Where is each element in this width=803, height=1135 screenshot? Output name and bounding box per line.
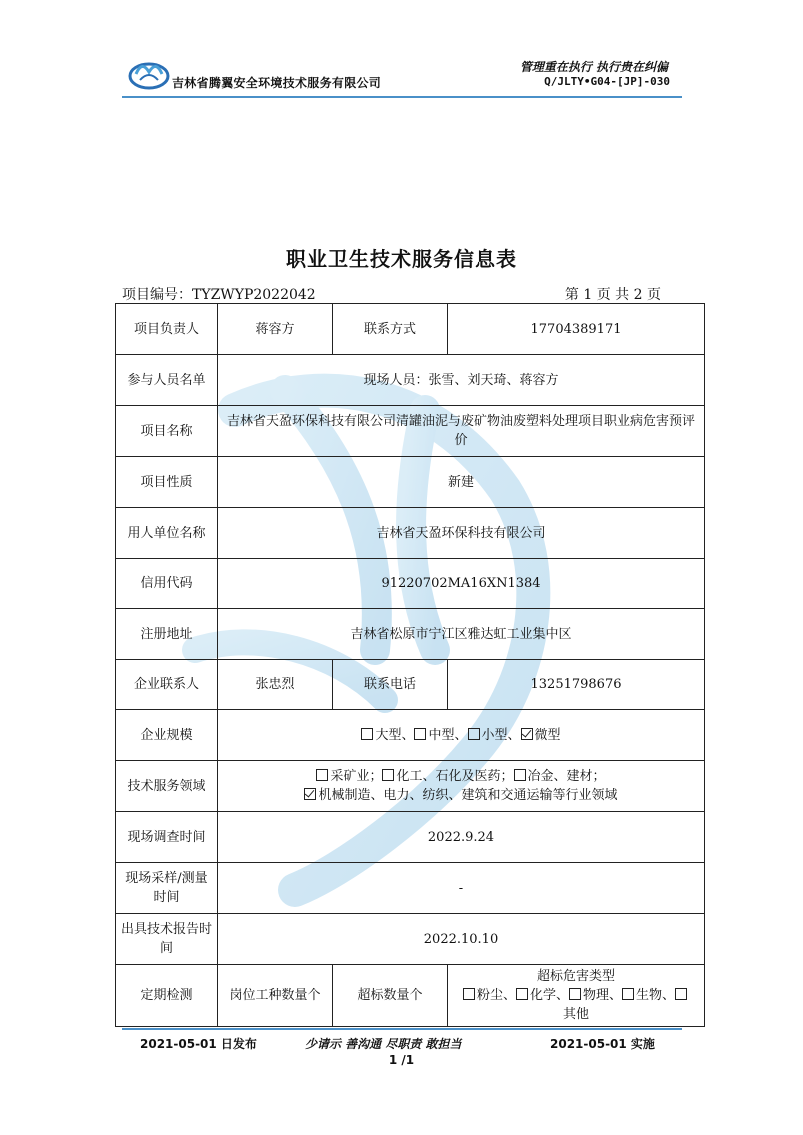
label-address: 注册地址: [116, 609, 218, 660]
option-small: 小型、: [481, 727, 521, 743]
label-company-scale: 企业规模: [116, 710, 218, 761]
value-employer: 吉林省天盈环保科技有限公司: [218, 508, 705, 559]
header-company-name: 吉林省腾翼安全环境技术服务有限公司: [172, 76, 382, 90]
checkbox-biology[interactable]: [622, 988, 634, 1000]
label-report-time: 出具技术报告时间: [116, 914, 218, 965]
value-project-name: 吉林省天盈环保科技有限公司清罐油泥与废矿物油废塑料处理项目职业病危害预评价: [218, 406, 705, 457]
label-periodic-test: 定期检测: [116, 965, 218, 1027]
table-row: [116, 304, 705, 355]
checkbox-micro[interactable]: [521, 728, 533, 740]
post-count: 岗位工种数量个: [218, 965, 333, 1027]
footer-divider: [122, 1028, 682, 1030]
value-project-nature: 新建: [218, 457, 705, 508]
table-row: [116, 609, 705, 660]
option-biology: 生物、: [636, 988, 676, 1003]
service-field-options: [218, 761, 705, 812]
value-sampling-time: -: [218, 863, 705, 914]
label-project-nature: 项目性质: [116, 457, 218, 508]
option-machinery: 机械制造、电力、纺织、建筑和交通运输等行业领域: [318, 788, 618, 803]
table-row: [116, 761, 705, 812]
checkbox-medium[interactable]: [414, 728, 426, 740]
page-count: 第 1 页 共 2 页: [564, 287, 661, 303]
label-service-field: 技术服务领域: [116, 761, 218, 812]
checkbox-machinery[interactable]: [304, 788, 316, 800]
checkbox-chemical[interactable]: [382, 769, 394, 781]
exceed-count: 超标数量个: [333, 965, 448, 1027]
info-table: [115, 303, 705, 1027]
value-survey-time: 2022.9.24: [218, 812, 705, 863]
checkbox-small[interactable]: [468, 728, 480, 740]
page-title: 职业卫生技术服务信息表: [286, 247, 517, 271]
option-dust: 粉尘、: [476, 988, 516, 1003]
table-row: [116, 660, 705, 710]
table-row: [116, 508, 705, 559]
label-sampling-time: 现场采样/测量时间: [116, 863, 218, 914]
value-participants: 现场人员：张雪、刘天琦、蒋容方: [218, 355, 705, 406]
table-row: [116, 457, 705, 508]
checkbox-chemistry[interactable]: [516, 988, 528, 1000]
header-slogan: 管理重在执行 执行贵在纠偏: [519, 60, 668, 74]
option-mining: 采矿业；: [330, 769, 383, 784]
footer-page-number: 1 /1: [388, 1053, 415, 1067]
option-other: 其他: [562, 1007, 589, 1022]
header-divider: [122, 96, 682, 98]
option-chemical: 化工、石化及医药；: [396, 769, 514, 784]
value-credit-code: 91220702MA16XN1384: [218, 559, 705, 609]
value-project-leader: 蒋容方: [218, 304, 333, 355]
table-row: [116, 863, 705, 914]
checkbox-large[interactable]: [361, 728, 373, 740]
option-medium: 中型、: [428, 727, 468, 743]
footer-motto: 少请示 善沟通 尽职责 敢担当: [305, 1037, 462, 1051]
label-phone: 联系电话: [333, 660, 448, 710]
company-logo: [128, 56, 170, 90]
header-doc-code: Q/JLTY•G04-[JP]-030: [544, 75, 670, 88]
checkbox-mining[interactable]: [316, 769, 328, 781]
label-participants: 参与人员名单: [116, 355, 218, 406]
checkbox-physics[interactable]: [569, 988, 581, 1000]
label-project-name: 项目名称: [116, 406, 218, 457]
label-credit-code: 信用代码: [116, 559, 218, 609]
table-row: [116, 914, 705, 965]
label-project-leader: 项目负责人: [116, 304, 218, 355]
checkbox-metallurgy[interactable]: [514, 769, 526, 781]
checkbox-other[interactable]: [675, 988, 687, 1000]
value-company-contact: 张忠烈: [218, 660, 333, 710]
label-contact: 联系方式: [333, 304, 448, 355]
label-company-contact: 企业联系人: [116, 660, 218, 710]
hazard-types: [448, 965, 705, 1027]
option-micro: 微型: [534, 727, 561, 743]
option-large: 大型、: [375, 727, 415, 743]
project-number: 项目编号：TYZWYP2022042: [122, 287, 316, 303]
table-row: [116, 406, 705, 457]
table-row: [116, 812, 705, 863]
hazard-types-title: 超标危害类型: [536, 969, 615, 984]
option-physics: 物理、: [583, 988, 623, 1003]
company-scale-options: [218, 710, 705, 761]
option-metallurgy: 冶金、建材；: [527, 769, 606, 784]
value-address: 吉林省松原市宁江区雅达虹工业集中区: [218, 609, 705, 660]
label-survey-time: 现场调查时间: [116, 812, 218, 863]
option-chemistry: 化学、: [529, 988, 569, 1003]
value-contact: 17704389171: [448, 304, 705, 355]
checkbox-dust[interactable]: [463, 988, 475, 1000]
table-row: [116, 355, 705, 406]
table-row: [116, 965, 705, 1027]
value-report-time: 2022.10.10: [218, 914, 705, 965]
label-employer: 用人单位名称: [116, 508, 218, 559]
value-phone: 13251798676: [448, 660, 705, 710]
table-row: [116, 710, 705, 761]
footer-implemented-date: 2021-05-01 实施: [550, 1037, 655, 1051]
footer-issued-date: 2021-05-01 日发布: [140, 1037, 257, 1051]
table-row: [116, 559, 705, 609]
